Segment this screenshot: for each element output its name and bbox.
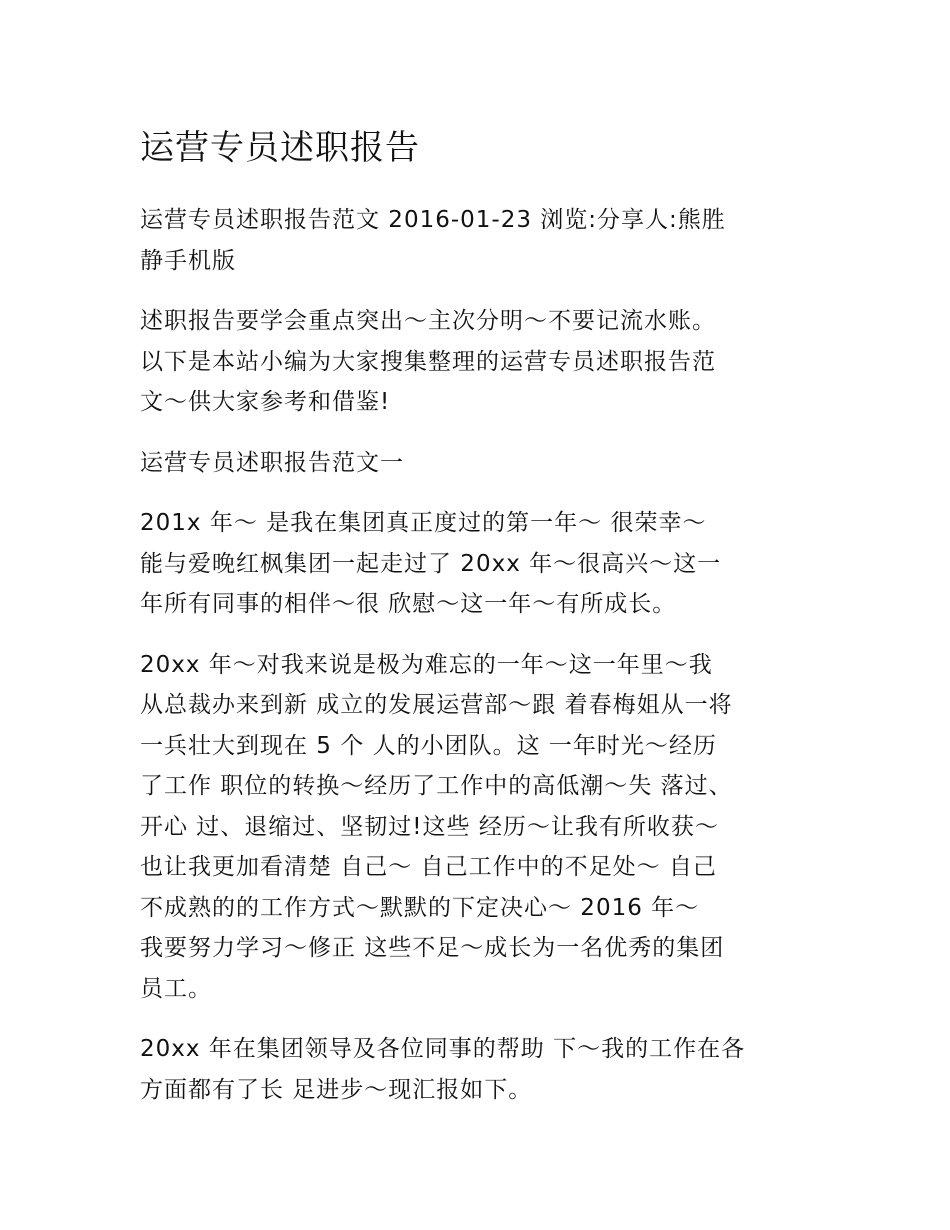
text-line: 我要努力学习～修正 这些不足～成长为一名优秀的集团 (140, 935, 725, 961)
text-line: 静手机版 (140, 247, 236, 274)
text-line: 不成熟的的工作方式～默默的下定决心～ 2016 年～ (140, 894, 700, 921)
intro-paragraph (140, 301, 810, 423)
text-line: 201x 年～ 是我在集团真正度过的第一年～ 很荣幸～ (140, 510, 707, 536)
section-heading (140, 443, 810, 484)
body-paragraph (140, 1029, 810, 1110)
text-line: 也让我更加看清楚 自己～ 自己工作中的不足处～ 自己 (140, 854, 717, 880)
text-line: 年所有同事的相伴～很 欣慰～这一年～有所成长。 (140, 591, 677, 617)
document-title: 运营专员述职报告 (140, 128, 420, 168)
text-line: 一兵壮大到现在 5 个 人的小团队。这 一年时光～经历 (140, 732, 717, 759)
text-line: 员工。 (140, 975, 212, 1002)
text-line: 述职报告要学会重点突出～主次分明～不要记流水账。 (140, 308, 716, 334)
text-line: 方面都有了长 足进步～现汇报如下。 (140, 1076, 533, 1103)
text-line: 20xx 年在集团领导及各位同事的帮助 下～我的工作在各 (140, 1036, 746, 1062)
body-paragraph (140, 503, 810, 625)
meta-paragraph (140, 200, 810, 281)
text-line: 从总裁办来到新 成立的发展运营部～跟 着春梅姐从一将 (140, 692, 733, 718)
text-line: 能与爱晚红枫集团一起走过了 20xx 年～很高兴～这一 (140, 550, 722, 577)
text-line: 开心 过、退缩过、坚韧过!这些 经历～让我有所收获～ (140, 813, 719, 840)
text-line: 运营专员述职报告范文 2016-01-23 浏览:分享人:熊胜 (140, 207, 726, 233)
text-line: 运营专员述职报告范文一 (140, 449, 404, 476)
body-paragraph (140, 645, 810, 1010)
text-line: 以下是本站小编为大家搜集整理的运营专员述职报告范 (140, 348, 716, 375)
text-line: 20xx 年～对我来说是极为难忘的一年～这一年里～我 (140, 651, 713, 678)
text-line: 了工作 职位的转换～经历了工作中的高低潮～失 落过、 (140, 773, 733, 799)
text-line: 文～供大家参考和借鉴! (140, 389, 391, 415)
